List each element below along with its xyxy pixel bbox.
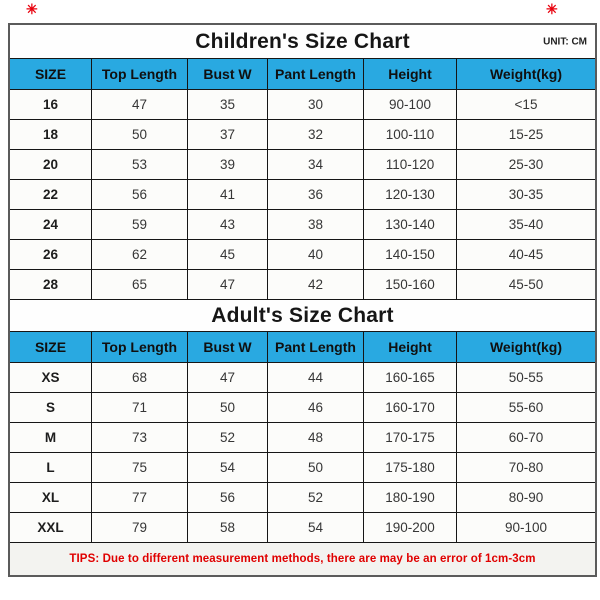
- value-cell: 50: [268, 453, 364, 482]
- value-cell: 43: [188, 210, 268, 239]
- value-cell: 54: [188, 453, 268, 482]
- size-cell: M: [10, 423, 92, 452]
- value-cell: 90-100: [504, 520, 548, 535]
- table-row: [10, 453, 595, 483]
- value-cell: 47: [188, 270, 268, 299]
- children-section-title: Children's Size Chart: [195, 29, 410, 53]
- value-cell: 73: [92, 423, 188, 452]
- adult-title-row: [10, 300, 595, 332]
- value-cell: 160-165: [364, 363, 457, 392]
- value-cell: 35-40: [508, 217, 544, 232]
- column-header-top-length: Top Length: [92, 59, 188, 89]
- value-cell: 79: [92, 513, 188, 542]
- value-cell: 54: [268, 513, 364, 542]
- value-cell: 15-25: [508, 127, 544, 142]
- value-cell: 90-100: [364, 90, 457, 119]
- size-cell: 26: [10, 240, 92, 269]
- table-row: [10, 363, 595, 393]
- table-row: [10, 180, 595, 210]
- value-cell: 47: [188, 363, 268, 392]
- value-cell: 52: [188, 423, 268, 452]
- size-cell: S: [10, 393, 92, 422]
- column-header-height: Height: [364, 59, 457, 89]
- value-cell: 41: [188, 180, 268, 209]
- size-cell: 18: [10, 120, 92, 149]
- value-cell: 150-160: [364, 270, 457, 299]
- value-cell: 77: [92, 483, 188, 512]
- value-cell: 36: [268, 180, 364, 209]
- value-cell: 45: [188, 240, 268, 269]
- value-cell: 32: [268, 120, 364, 149]
- value-cell: 68: [92, 363, 188, 392]
- value-cell: 75: [92, 453, 188, 482]
- size-cell: 28: [10, 270, 92, 299]
- value-cell: 59: [92, 210, 188, 239]
- value-cell: 48: [268, 423, 364, 452]
- value-cell: 53: [92, 150, 188, 179]
- value-cell: 180-190: [364, 483, 457, 512]
- value-cell: 62: [92, 240, 188, 269]
- value-cell: 71: [92, 393, 188, 422]
- table-row: [10, 90, 595, 120]
- value-cell: 50-55: [508, 370, 544, 385]
- value-cell: 55-60: [508, 400, 544, 415]
- table-row: [10, 423, 595, 453]
- column-header-pant-length: Pant Length: [268, 59, 364, 89]
- value-cell: 140-150: [364, 240, 457, 269]
- value-cell: 38: [268, 210, 364, 239]
- value-cell: 37: [188, 120, 268, 149]
- size-cell: XL: [10, 483, 92, 512]
- adult-header-row: [10, 332, 595, 363]
- column-header-top-length: Top Length: [92, 332, 188, 362]
- size-chart-table: [8, 23, 597, 577]
- value-cell: 190-200: [364, 513, 457, 542]
- value-cell: 175-180: [364, 453, 457, 482]
- value-cell: 65: [92, 270, 188, 299]
- tips-row: [10, 543, 595, 575]
- value-cell: 56: [92, 180, 188, 209]
- value-cell: 42: [268, 270, 364, 299]
- unit-label: UNIT: CM: [543, 36, 587, 47]
- adult-section-title: Adult's Size Chart: [211, 303, 394, 327]
- size-cell: 20: [10, 150, 92, 179]
- value-cell: 34: [268, 150, 364, 179]
- size-cell: 16: [10, 90, 92, 119]
- value-cell: 100-110: [364, 120, 457, 149]
- table-row: [10, 393, 595, 423]
- value-cell: 70-80: [508, 460, 544, 475]
- value-cell: 45-50: [508, 277, 544, 292]
- size-cell: XXL: [10, 513, 92, 542]
- value-cell: 170-175: [364, 423, 457, 452]
- value-cell: 39: [188, 150, 268, 179]
- value-cell: 40-45: [508, 247, 544, 262]
- column-header-weight-kg: Weight(kg): [489, 66, 563, 82]
- value-cell: 56: [188, 483, 268, 512]
- value-cell: 120-130: [364, 180, 457, 209]
- table-row: [10, 513, 595, 543]
- column-header-bust-w: Bust W: [188, 59, 268, 89]
- table-row: [10, 270, 595, 300]
- value-cell: 35: [188, 90, 268, 119]
- value-cell: 160-170: [364, 393, 457, 422]
- value-cell: 80-90: [508, 490, 544, 505]
- table-row: [10, 120, 595, 150]
- value-cell: 60-70: [508, 430, 544, 445]
- table-row: [10, 150, 595, 180]
- column-header-height: Height: [364, 332, 457, 362]
- value-cell: 50: [92, 120, 188, 149]
- size-cell: 24: [10, 210, 92, 239]
- value-cell: 110-120: [364, 150, 457, 179]
- red-mark-left-icon: ✳: [26, 1, 38, 17]
- size-cell: 22: [10, 180, 92, 209]
- value-cell: 30-35: [508, 187, 544, 202]
- column-header-size: SIZE: [10, 59, 92, 89]
- children-header-row: [10, 59, 595, 90]
- table-row: [10, 210, 595, 240]
- column-header-bust-w: Bust W: [188, 332, 268, 362]
- value-cell: 30: [268, 90, 364, 119]
- table-row: [10, 483, 595, 513]
- value-cell: 52: [268, 483, 364, 512]
- column-header-pant-length: Pant Length: [268, 332, 364, 362]
- red-mark-right-icon: ✳: [546, 1, 558, 17]
- value-cell: 46: [268, 393, 364, 422]
- value-cell: 47: [92, 90, 188, 119]
- children-title-row: [10, 25, 595, 59]
- value-cell: 130-140: [364, 210, 457, 239]
- column-header-weight-kg: Weight(kg): [489, 339, 563, 355]
- tips-text: TIPS: Due to different measurement methods, there are may be an error of 1cm-3cm: [69, 553, 536, 565]
- size-cell: XS: [10, 363, 92, 392]
- value-cell: 58: [188, 513, 268, 542]
- size-cell: L: [10, 453, 92, 482]
- value-cell: 50: [188, 393, 268, 422]
- value-cell: 25-30: [508, 157, 544, 172]
- column-header-size: SIZE: [10, 332, 92, 362]
- table-row: [10, 240, 595, 270]
- value-cell: <15: [514, 97, 538, 112]
- value-cell: 40: [268, 240, 364, 269]
- value-cell: 44: [268, 363, 364, 392]
